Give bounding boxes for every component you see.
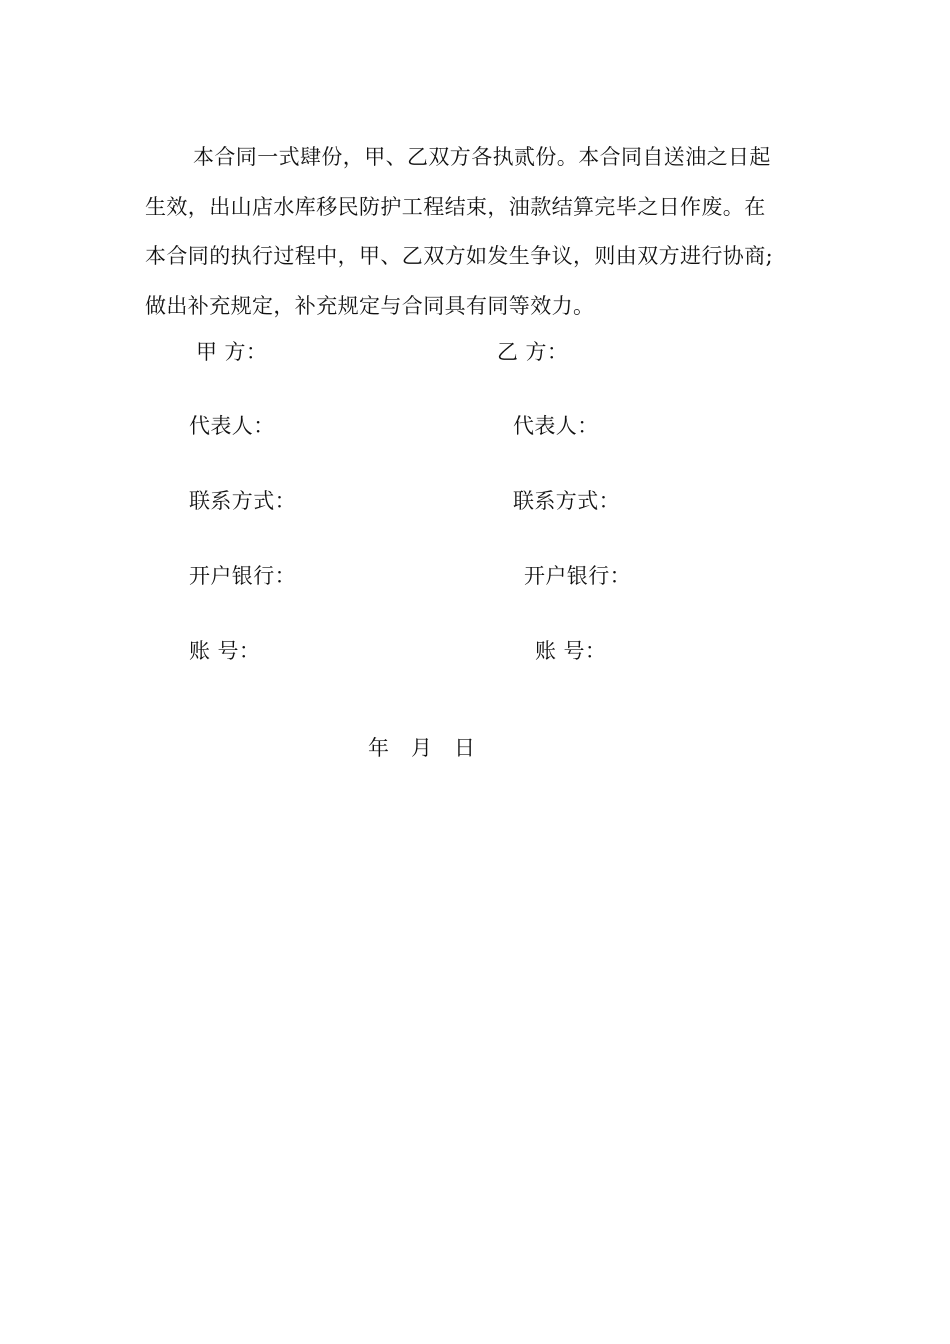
party-b-representative-label: 代表人： (513, 414, 599, 438)
date-month-label: 月 (411, 736, 432, 760)
date-year-label: 年 (368, 736, 389, 760)
paragraph-line-2: 生效，出山店水库移民防护工程结束，油款结算完毕之日作废。在 (145, 194, 766, 219)
party-b-title: 乙 方： (497, 340, 569, 364)
party-a-title: 甲 方： (196, 340, 268, 364)
party-a-account-label: 账 号： (189, 639, 261, 663)
party-a-contact-label: 联系方式： (189, 489, 296, 513)
paragraph-line-1: 本合同一式肆份，甲、乙双方各执贰份。本合同自送油之日起 (193, 145, 771, 169)
party-a-representative-label: 代表人： (189, 414, 275, 438)
party-a-bank-label: 开户银行： (189, 564, 296, 588)
paragraph-line-3: 本合同的执行过程中，甲、乙双方如发生争议，则由双方进行协商; (145, 244, 774, 268)
party-b-bank-label: 开户银行： (524, 564, 631, 588)
signing-date (368, 734, 475, 762)
contract-terms-paragraph (145, 133, 815, 331)
paragraph-line-4: 做出补充规定，补充规定与合同具有同等效力。 (145, 293, 595, 318)
party-b-contact-label: 联系方式： (513, 489, 620, 513)
date-day-label: 日 (454, 736, 475, 760)
party-b-account-label: 账 号： (535, 639, 607, 663)
